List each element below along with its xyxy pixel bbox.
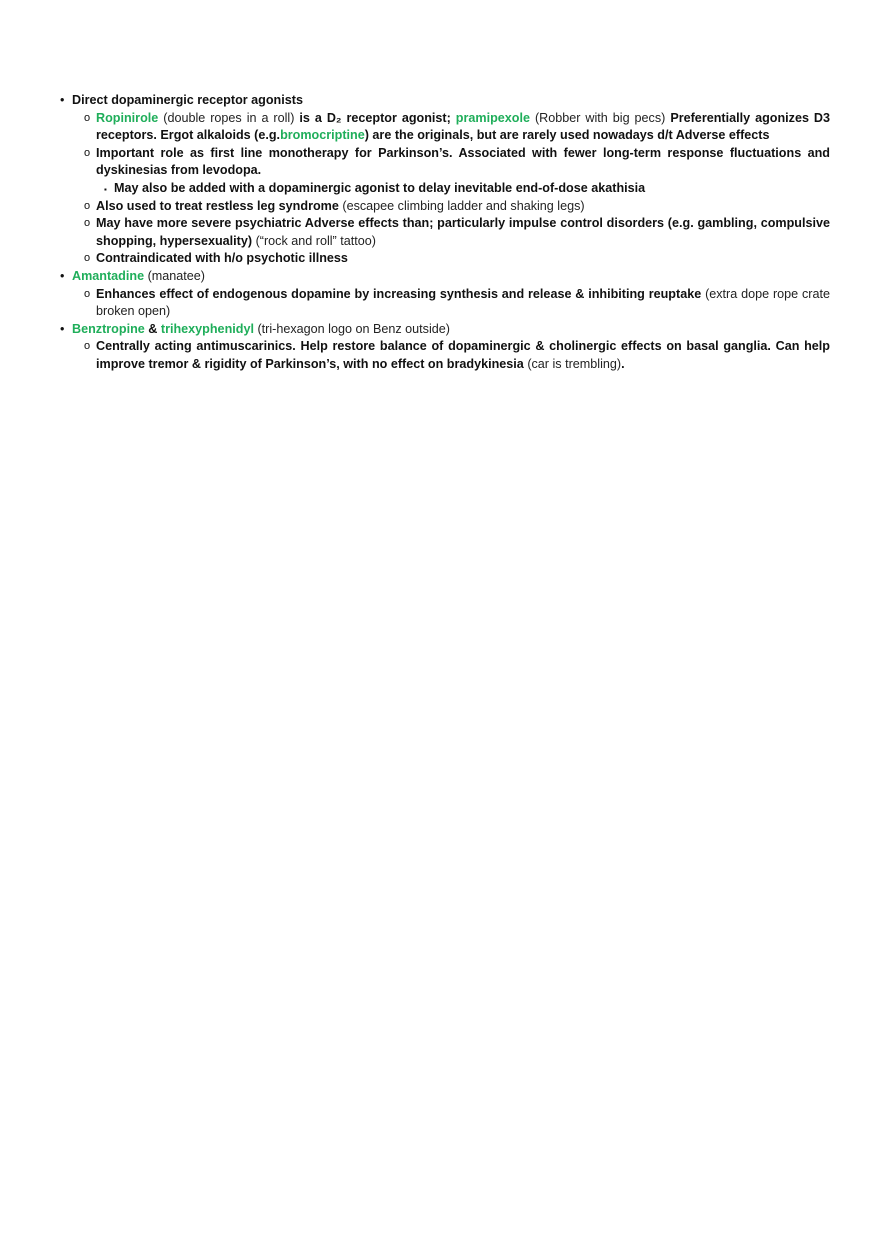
section-amantadine [60,268,830,286]
section-antimuscarinics [60,321,830,339]
item-text: May also be added with a dopaminergic agonist to delay inevitable end-of-dose akathisia [114,180,646,195]
list-item-amantadine-effect [60,286,830,321]
mnemonic-text: (manatee) [147,268,205,283]
section-dopamine-agonists [60,92,830,110]
item-text: Centrally acting antimuscarinics. Help restore balance of dopaminergic & cholinergic effects on basal ganglia. Can help improve tremor & rigidity of Parkinson’s, with no effect on bradykinesia [96,339,830,371]
mnemonic-text: (tri-hexagon logo on Benz outside) [257,321,450,336]
bullet-level1: • [60,321,65,336]
bullet-level1: • [60,93,65,107]
mnemonic-text: (“rock and roll” tattoo) [255,233,376,248]
item-text: is a D₂ receptor agonist; [299,110,451,125]
section-heading: Direct dopaminergic receptor agonists [72,93,303,107]
drug-name-ropinirole: Ropinirole [96,110,159,125]
item-text: Also used to treat restless leg syndrome [96,198,339,213]
drug-name-pramipexole: pramipexole [455,110,530,125]
drug-name-trihexyphenidyl: trihexyphenidyl [160,321,254,336]
list-item-ropinirole [60,110,830,145]
item-text: May have more severe psychiatric Adverse effects than; particularly impulse control disorders (e.g. gambling, compulsive shopping, hypersexuality) [96,216,830,248]
drug-name-bromocriptine: bromocriptine [280,128,365,143]
bullet-level2: o [84,287,91,300]
item-text: Preferentially agonizes D3 receptors. Ergot alkaloids (e.g. [96,110,831,143]
notes-content [60,92,830,374]
item-text: Important role as first line monotherapy for Parkinson’s. Associated with fewer long-term response fluctuations and dyskinesias from levodopa. [96,145,830,178]
bullet-level2: o [84,340,91,353]
bullet-level2: o [84,146,91,159]
sub-item-akathisia [60,180,830,198]
bullet-level1: • [60,268,65,283]
mnemonic-text: (escapee climbing ladder and shaking legs) [342,198,585,213]
item-text-end: . [621,356,625,371]
drug-name-benztropine: Benztropine [72,321,145,336]
item-text: Contraindicated with h/o psychotic illness [96,251,348,266]
bullet-level2: o [84,111,91,124]
list-item-restless-leg [60,198,830,216]
bullet-level3: ▪ [104,184,107,194]
mnemonic-text: (extra dope rope crate broken open) [96,286,830,319]
mnemonic-text: (Robber with big pecs) [534,110,666,125]
drug-name-amantadine: Amantadine [72,268,145,283]
mnemonic-text: (car is trembling) [527,356,622,371]
list-item-psychiatric [60,215,830,250]
ampersand: & [148,321,158,336]
bullet-level2: o [84,252,91,265]
mnemonic-text: (double ropes in a roll) [163,110,295,125]
bullet-level2: o [84,217,91,230]
list-item-first-line [60,145,830,180]
list-item-contraindicated [60,250,830,268]
item-text: Enhances effect of endogenous dopamine by increasing synthesis and release & inhibiting reuptake [96,286,702,301]
bullet-level2: o [84,199,91,212]
item-text: ) are the originals, but are rarely used nowadays d/t Adverse effects [364,128,770,143]
list-item-antimuscarinic-effect [60,338,830,373]
